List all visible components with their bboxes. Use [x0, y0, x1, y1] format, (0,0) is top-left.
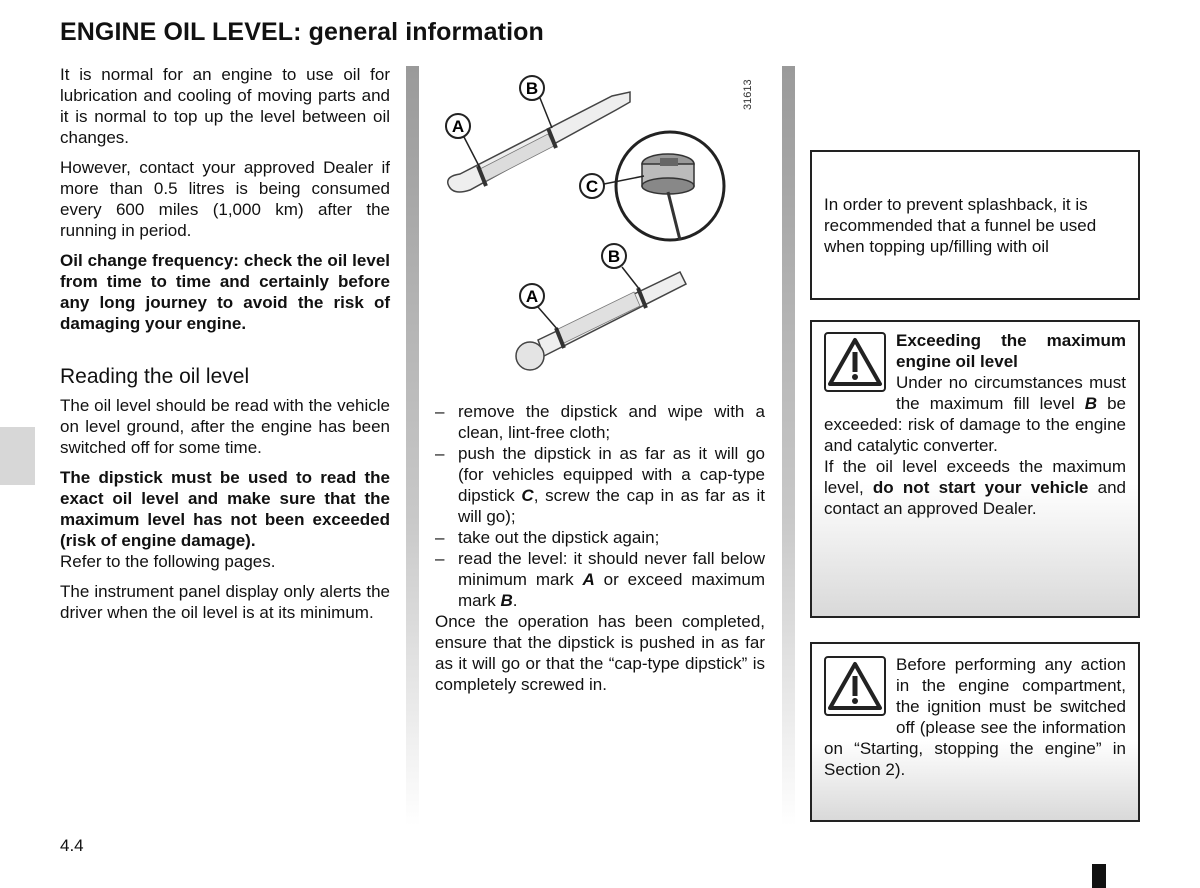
dipstick-grip-texture	[478, 134, 554, 182]
label-b-bottom: B	[607, 247, 621, 266]
label-b-top: B	[525, 79, 539, 98]
oil-change-frequency: Oil change frequency: check the oil level from time to time and certainly before any long journey to avoid the risk of damaging your engine.	[60, 251, 390, 333]
warning-heading: Exceeding the maximum engine oil level	[896, 331, 1126, 371]
page-title: ENGINE OIL LEVEL: general information	[60, 18, 544, 46]
page-number: 4.4	[60, 836, 84, 855]
warning-icon	[824, 656, 886, 716]
list-item: – take out the dipstick again;	[435, 528, 660, 547]
label-a-bottom: A	[525, 287, 539, 306]
dipstick-warning: The dipstick must be used to read the exact oil level and make sure that the maximum level has not been exceeded (risk of engine damage).	[60, 468, 390, 550]
intro-paragraph: It is normal for an engine to use oil for lubrication and cooling of moving parts and it is normal to top up the level between oil changes.	[60, 65, 390, 147]
list-item: – remove the dipstick and wipe with a clean, lint-free cloth;	[435, 402, 765, 442]
funnel-note-text: In order to prevent splashback, it is recommended that a funnel be used when topping up/filling with oil	[824, 195, 1097, 256]
funnel-note-box	[810, 150, 1140, 300]
illustration-number: 31613	[742, 79, 754, 110]
max-level-warning-box	[810, 320, 1140, 618]
warning-text: Under no circumstances must the maximum fill level B be exceeded: risk of damage to the engine and catalytic converter.	[824, 373, 1126, 455]
section-heading: Reading the oil level	[60, 365, 250, 388]
corner-mark	[1092, 864, 1106, 888]
label-a-top: A	[451, 117, 465, 136]
steps-list	[435, 401, 765, 611]
ignition-warning-text: Before performing any action in the engine compartment, the ignition must be switched off (please see the information on “Starting, stopping the engine” in Section 2).	[824, 655, 1126, 779]
middle-column	[435, 401, 765, 695]
closing-paragraph: Once the operation has been completed, ensure that the dipstick is pushed in as far as it will go or that the “cap-type dipstick” is completely screwed in.	[435, 612, 765, 694]
dipstick-illustration	[430, 62, 770, 392]
refer-text: Refer to the following pages.	[60, 552, 276, 571]
column-divider	[782, 66, 795, 826]
reading-paragraph: The oil level should be read with the vehicle on level ground, after the engine has been switched off for some time.	[60, 396, 390, 457]
left-column	[60, 64, 390, 632]
warning-text-2: If the oil level exceeds the maximum level, do not start your vehicle and contact an approved Dealer.	[824, 457, 1126, 518]
instrument-panel-paragraph: The instrument panel display only alerts the driver when the oil level is at its minimum.	[60, 582, 390, 622]
dealer-paragraph: However, contact your approved Dealer if more than 0.5 litres is being consumed every 600 miles (1,000 km) after the running in period.	[60, 158, 390, 240]
list-item: – read the level: it should never fall below minimum mark A or exceed maximum mark B.	[435, 549, 765, 610]
ignition-warning-box	[810, 642, 1140, 822]
section-tab	[0, 427, 35, 485]
warning-icon	[824, 332, 886, 392]
list-item: – push the dipstick in as far as it will go (for vehicles equipped with a cap-type dipstick C, screw the cap in as far as it will go);	[435, 444, 765, 526]
column-divider	[406, 66, 419, 826]
label-c: C	[585, 177, 599, 196]
